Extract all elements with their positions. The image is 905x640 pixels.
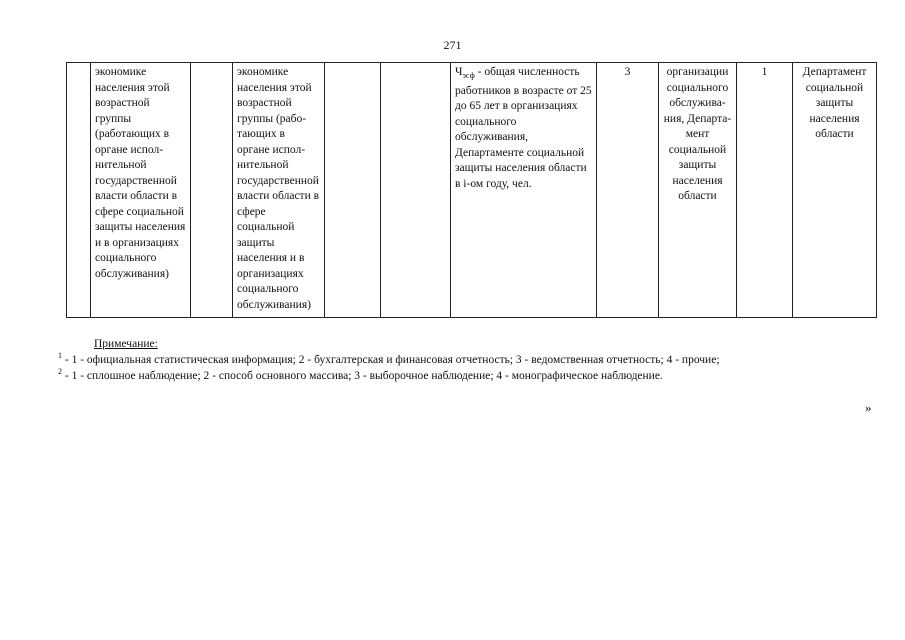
- footnote-2: [58, 368, 720, 384]
- variable-subscript: эсф: [462, 71, 475, 80]
- closing-quote: »: [865, 400, 872, 415]
- cell-definition: экономике населения этой возрастной группы (работающих в органе исполнительной государственной власти области в сфере социальной защиты населения и в организациях социального обслуживания): [233, 63, 325, 318]
- page-number: 271: [443, 38, 462, 52]
- cell-number: [67, 63, 91, 318]
- footnote-2-mark: 2: [58, 367, 62, 376]
- table-row: [67, 63, 877, 318]
- variable-description: - общая численность работников в возрасте от 25 до 65 лет в организациях социального обслуживания, Департаменте социальной защиты населения области в i-ом году, чел.: [455, 66, 592, 190]
- cell-responsible: Департамент социальной защиты населения области: [793, 63, 877, 318]
- notes-title: Примечание:: [94, 338, 158, 350]
- cell-observation-object: организации социального обслуживания, Департамент социальной защиты населения области: [659, 63, 737, 318]
- cell-unit: [191, 63, 233, 318]
- footnote-1: [58, 352, 720, 368]
- footnote-1-mark: 1: [58, 351, 62, 360]
- variable-symbol: Ч: [455, 66, 463, 78]
- cell-periodicity: [325, 63, 381, 318]
- cell-indicator-name: экономике населения этой возрастной группы (работающих в органе исполнительной государственной власти области в сфере социальной защиты населения и в организациях социального обслуживания): [91, 63, 191, 318]
- cell-formula: [381, 63, 451, 318]
- cell-basic-indicators: [451, 63, 597, 318]
- footnote-1-text: - 1 - официальная статистическая информация; 2 - бухгалтерская и финансовая отчетность; 3 - ведомственная отчетность; 4 - прочие;: [62, 354, 720, 366]
- cell-observation-coverage: 1: [737, 63, 793, 318]
- footnote-2-text: - 1 - сплошное наблюдение; 2 - способ основного массива; 3 - выборочное наблюдение; 4 - монографическое наблюдение.: [62, 370, 663, 382]
- indicator-table: [66, 62, 877, 318]
- footnotes: [58, 336, 720, 384]
- cell-collection-method: 3: [597, 63, 659, 318]
